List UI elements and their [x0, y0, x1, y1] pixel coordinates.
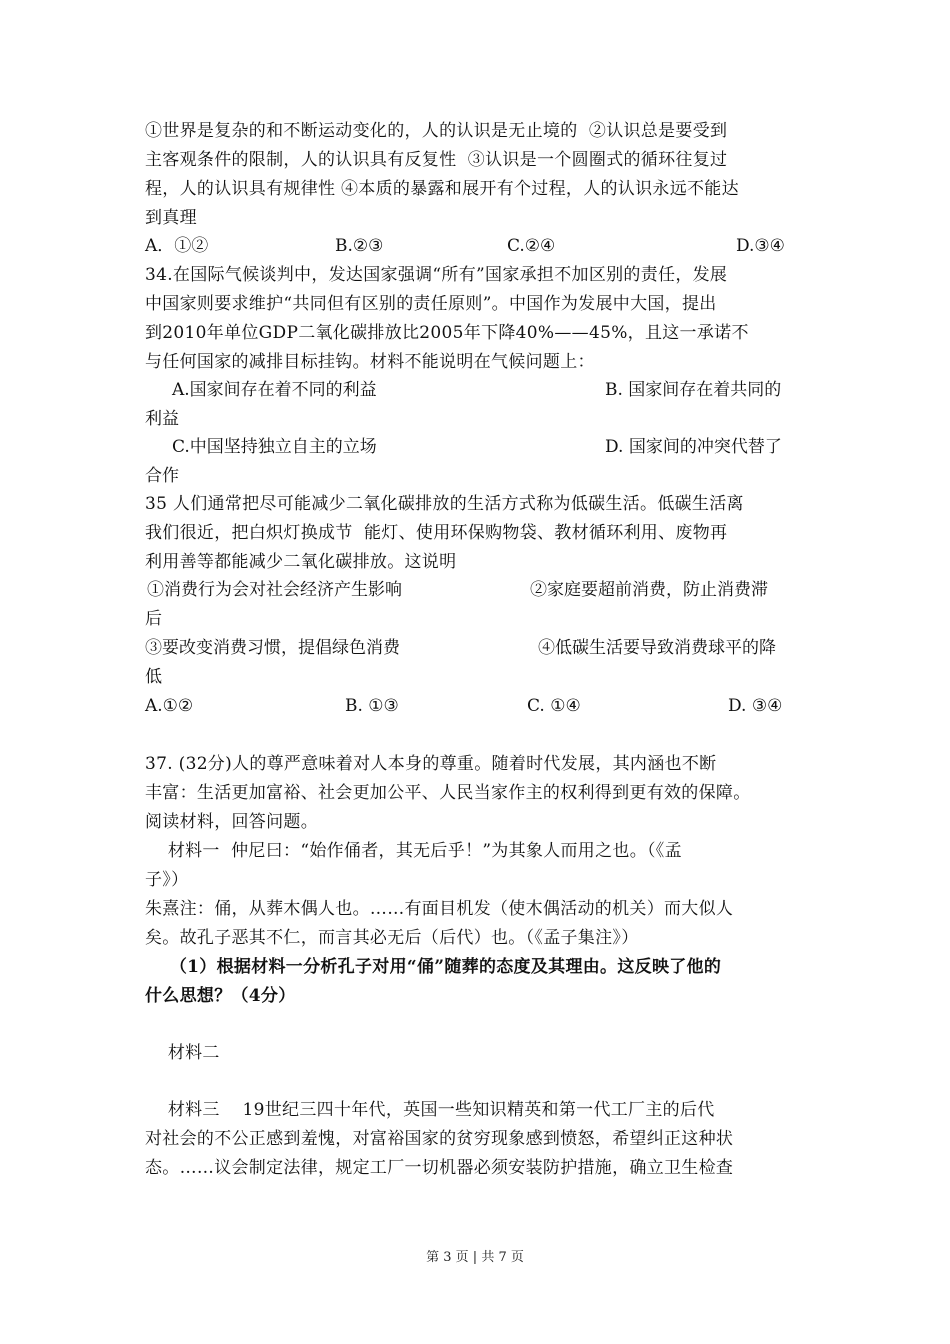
q34-line-2: 中国家则要求维护“共同但有区别的责任原则”。中国作为发展中大国，提出 — [145, 294, 717, 314]
q33-line-2: 主客观条件的限制，人的认识具有反复性 ③认识是一个圆圈式的循环往复过 — [145, 150, 728, 170]
q35-line-2: 我们很近，把白炽灯换成节 能灯、使用环保购物袋、教材循环利用、废物再 — [145, 523, 728, 543]
q33-line-3: 程，人的认识具有规律性 ④本质的暴露和展开有个过程，人的认识永远不能达 — [145, 179, 739, 199]
q35-line-1: 35 人们通常把尽可能减少二氧化碳排放的生活方式称为低碳生活。低碳生活离 — [145, 494, 744, 514]
q33-line-4: 到真理 — [145, 208, 197, 228]
q34-option-c: C.中国坚持独立自主的立场 — [172, 437, 377, 457]
q34-line-4: 与任何国家的减排目标挂钩。材料不能说明在气候问题上： — [145, 352, 595, 372]
q37-material-3-line-3: 态。……议会制定法律，规定工厂一切机器必须安装防护措施，确立卫生检查 — [145, 1158, 734, 1178]
q35-line-3: 利用善等都能减少二氧化碳排放。这说明 — [145, 552, 457, 572]
q35-option-c: C. ①④ — [527, 696, 581, 716]
q35-option-d: D. ③④ — [728, 696, 783, 716]
q33-line-1: ①世界是复杂的和不断运动变化的，人的认识是无止境的 ②认识总是要受到 — [145, 121, 728, 141]
q34-option-b: B. 国家间存在着共同的 — [605, 380, 782, 400]
q35-item-4: ④低碳生活要导致消费球平的降 — [538, 638, 776, 658]
q33-option-b: B.②③ — [335, 236, 384, 256]
q34-option-a: A.国家间存在着不同的利益 — [172, 380, 377, 400]
page-footer: 第 3 页 | 共 7 页 — [426, 1250, 524, 1265]
q37-material-2: 材料二 — [145, 1043, 220, 1063]
q35-item-2: ②家庭要超前消费，防止消费滞 — [530, 580, 768, 600]
q37-line-3: 阅读材料，回答问题。 — [145, 812, 318, 832]
q35-option-b: B. ①③ — [345, 696, 399, 716]
q34-line-1: 34.在国际气候谈判中，发达国家强调“所有”国家承担不加区别的责任，发展 — [145, 265, 728, 285]
q37-zhuxi-line-1: 朱熹注：俑，从葬木偶人也。……有面目机发（使木偶活动的机关）而大似人 — [145, 899, 734, 919]
q37-line-2: 丰富：生活更加富裕、社会更加公平、人民当家作主的权利得到更有效的保障。 — [145, 783, 751, 803]
q37-material-3-line-1: 材料三 19世纪三四十年代，英国一些知识精英和第一代工厂主的后代 — [145, 1100, 715, 1120]
q35-item-4-cont: 低 — [145, 667, 162, 687]
q37-material-3-line-2: 对社会的不公正感到羞愧，对富裕国家的贫穷现象感到愤怒，希望纠正这种状 — [145, 1129, 734, 1149]
q33-option-a: A．①② — [145, 236, 209, 256]
q37-sub1-line-1: （1）根据材料一分析孔子对用“俑”随葬的态度及其理由。这反映了他的 — [145, 957, 722, 977]
q37-sub1-line-2: 什么思想？（4分） — [145, 986, 296, 1006]
q34-option-d-cont: 合作 — [145, 466, 179, 486]
q34-line-3: 到2010年单位GDP二氧化碳排放比2005年下降40%——45%，且这一承诺不 — [145, 323, 749, 343]
q37-zhuxi-line-2: 矣。故孔子恶其不仁，而言其必无后（后代）也。（《孟子集注》） — [145, 928, 639, 948]
q37-material-1-line-2: 子》） — [145, 870, 189, 890]
q33-option-d: D.③④ — [736, 236, 785, 256]
q37-line-1: 37. (32分)人的尊严意味着对人本身的尊重。随着时代发展，其内涵也不断 — [145, 754, 717, 774]
q35-option-a: A.①② — [145, 696, 194, 716]
q35-item-3: ③要改变消费习惯，提倡绿色消费 — [145, 638, 400, 658]
q33-option-c: C.②④ — [507, 236, 556, 256]
q35-item-2-cont: 后 — [145, 609, 162, 629]
q35-item-1: ①消费行为会对社会经济产生影响 — [147, 580, 402, 600]
q34-option-b-cont: 利益 — [145, 409, 179, 429]
q34-option-d: D. 国家间的冲突代替了 — [605, 437, 782, 457]
q37-material-1-line-1: 材料一 仲尼曰：“始作俑者，其无后乎！”为其象人而用之也。（《孟 — [145, 841, 682, 861]
